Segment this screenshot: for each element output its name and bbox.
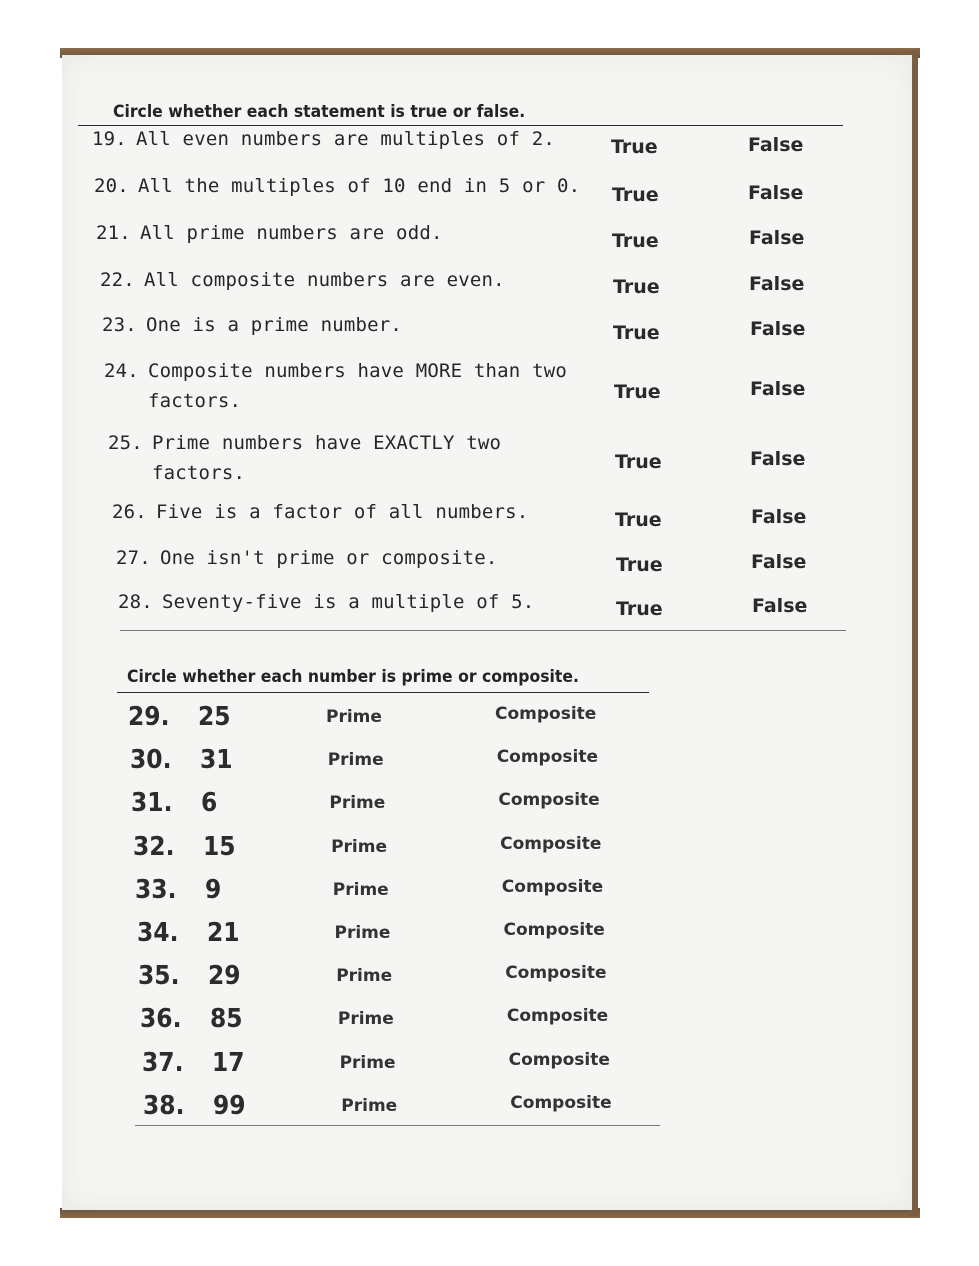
true-option[interactable]: True — [615, 451, 662, 473]
problem-number: 35. — [138, 961, 180, 992]
tf-statement-text: All even numbers are multiples of 2. — [136, 128, 556, 150]
false-option[interactable]: False — [750, 378, 806, 400]
tf-instruction: Circle whether each statement is true or false. — [113, 102, 526, 122]
true-option[interactable]: True — [611, 136, 658, 158]
false-option[interactable]: False — [750, 448, 806, 470]
number-value: 31 — [199, 745, 233, 776]
problem-number: 37. — [141, 1047, 184, 1078]
true-option[interactable]: True — [612, 184, 659, 206]
composite-option[interactable]: Composite — [510, 1092, 612, 1113]
tf-statement — [104, 356, 567, 416]
number-value: 99 — [213, 1090, 246, 1121]
number-value: 25 — [198, 702, 231, 732]
composite-option[interactable]: Composite — [500, 833, 602, 854]
true-option[interactable]: True — [615, 509, 662, 531]
tf-statement-continuation: factors. — [152, 462, 246, 484]
tf-statement-text: One isn't prime or composite. — [160, 547, 498, 569]
number-value: 6 — [201, 788, 218, 819]
pc-instruction: Circle whether each number is prime or composite. — [127, 667, 579, 687]
problem-number: 30. — [129, 745, 172, 776]
true-option[interactable]: True — [614, 381, 661, 403]
tf-statement-text: Five is a factor of all numbers. — [156, 501, 529, 523]
tf-statement — [102, 310, 402, 340]
false-option[interactable]: False — [751, 551, 807, 573]
tf-statement-text: All composite numbers are even. — [144, 269, 505, 291]
tf-statement-number: 28. — [118, 591, 153, 613]
problem-number: 32. — [133, 831, 175, 862]
number-value: 15 — [203, 831, 236, 862]
prime-option[interactable]: Prime — [334, 923, 391, 943]
false-option[interactable]: False — [748, 134, 804, 156]
false-option[interactable]: False — [749, 227, 805, 249]
composite-option[interactable]: Composite — [506, 1006, 609, 1027]
tf-statement — [112, 497, 528, 527]
false-option[interactable]: False — [752, 595, 808, 617]
tf-statement-text: Seventy-five is a multiple of 5. — [162, 591, 535, 613]
tf-statement-number: 26. — [112, 501, 147, 523]
tf-statement-number: 23. — [102, 314, 137, 336]
tf-bottom-rule — [120, 630, 846, 631]
number-value: 29 — [208, 961, 241, 992]
tf-statement-text: All the multiples of 10 end in 5 or 0. — [138, 175, 581, 197]
tf-statement-text: All prime numbers are odd. — [140, 222, 443, 244]
tf-statement-number: 22. — [100, 269, 135, 291]
prime-option[interactable]: Prime — [331, 836, 388, 857]
tf-statement — [116, 543, 498, 573]
problem-number: 33. — [134, 874, 177, 905]
tf-statement-text: Prime numbers have EXACTLY two — [152, 432, 502, 454]
prime-option[interactable]: Prime — [341, 1095, 398, 1116]
number-value: 21 — [206, 918, 240, 948]
false-option[interactable]: False — [751, 506, 807, 528]
tf-statement-number: 25. — [108, 432, 143, 454]
false-option[interactable]: False — [749, 273, 805, 295]
true-option[interactable]: True — [612, 230, 659, 252]
tf-statement — [108, 428, 501, 488]
prime-option[interactable]: Prime — [339, 1052, 396, 1073]
true-option[interactable]: True — [616, 598, 663, 620]
tf-statement-number: 27. — [116, 547, 151, 569]
tf-statement-continuation: factors. — [148, 390, 242, 412]
problem-number: 36. — [139, 1004, 182, 1035]
composite-option[interactable]: Composite — [496, 747, 599, 768]
prime-option[interactable]: Prime — [326, 707, 382, 727]
tf-statement — [100, 265, 505, 295]
composite-option[interactable]: Composite — [498, 790, 600, 811]
false-option[interactable]: False — [748, 182, 804, 204]
composite-option[interactable]: Composite — [501, 876, 604, 897]
number-value: 17 — [211, 1047, 245, 1078]
tf-statement — [94, 171, 580, 201]
pc-bottom-rule — [135, 1125, 660, 1126]
prime-option[interactable]: Prime — [336, 966, 393, 987]
false-option[interactable]: False — [750, 318, 806, 340]
problem-number: 38. — [143, 1090, 185, 1121]
tf-statement-number: 24. — [104, 360, 139, 382]
tf-statement — [92, 124, 555, 154]
pc-top-rule — [117, 692, 649, 693]
number-value: 85 — [209, 1004, 243, 1035]
tf-statement-number: 21. — [96, 222, 131, 244]
prime-option[interactable]: Prime — [332, 879, 389, 900]
true-option[interactable]: True — [613, 322, 660, 344]
tf-statement-text: Composite numbers have MORE than two — [148, 360, 568, 382]
tf-statement-number: 19. — [92, 128, 127, 150]
problem-number: 29. — [128, 702, 170, 732]
tf-statement-number: 20. — [94, 175, 129, 197]
problem-number: 34. — [136, 918, 178, 948]
true-option[interactable]: True — [616, 554, 663, 576]
tf-statement — [96, 218, 443, 248]
composite-option[interactable]: Composite — [495, 704, 597, 724]
tf-statement-text: One is a prime number. — [146, 314, 403, 336]
true-option[interactable]: True — [613, 276, 660, 298]
prime-option[interactable]: Prime — [327, 750, 384, 771]
number-value: 9 — [204, 874, 222, 905]
composite-option[interactable]: Composite — [505, 963, 607, 984]
composite-option[interactable]: Composite — [503, 920, 605, 940]
prime-option[interactable]: Prime — [329, 793, 386, 814]
composite-option[interactable]: Composite — [508, 1049, 610, 1070]
tf-statement — [118, 587, 534, 617]
prime-option[interactable]: Prime — [337, 1009, 394, 1030]
problem-number: 31. — [131, 788, 173, 819]
